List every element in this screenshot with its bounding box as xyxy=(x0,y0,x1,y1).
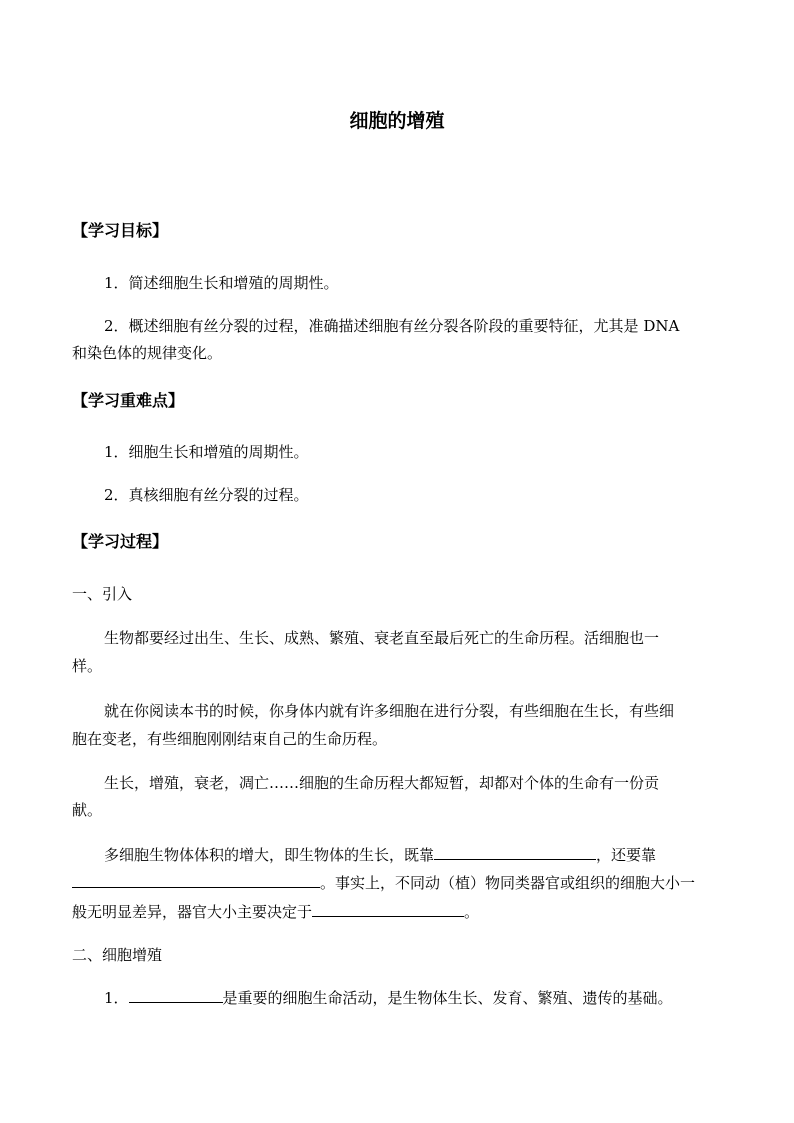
paragraph-2-line-2: 胞在变老，有些细胞刚刚结束自己的生命历程。 xyxy=(72,730,388,748)
fill-blank-3[interactable] xyxy=(312,902,464,917)
goal-2-line-2: 和染色体的规律变化。 xyxy=(72,344,223,362)
paragraph-3-line-2: 献。 xyxy=(72,801,103,819)
question-1-text: 是重要的细胞生命活动，是生物体生长、发育、繁殖、遗传的基础。 xyxy=(222,989,673,1007)
paragraph-2-line-1: 就在你阅读本书的时候，你身体内就有许多细胞在进行分裂，有些细胞在生长，有些细 xyxy=(104,702,675,720)
part-1-heading: 一、引入 xyxy=(72,585,133,603)
document-title: 细胞的增殖 xyxy=(349,110,445,132)
paragraph-3-line-1: 生长，增殖，衰老，凋亡……细胞的生命历程大都短暂，却都对个体的生命有一份贡 xyxy=(104,774,660,792)
paragraph-4-text-5: 。 xyxy=(464,903,480,921)
paragraph-4-text-3: 。事实上，不同动（植）物同类器官或组织的细胞大小一 xyxy=(320,874,696,892)
goal-2-line-1: 2．概述细胞有丝分裂的过程，准确描述细胞有丝分裂各阶段的重要特征，尤其是 DNA xyxy=(104,317,680,335)
paragraph-1-line-1: 生物都要经过出生、生长、成熟、繁殖、衰老直至最后死亡的生命历程。活细胞也一 xyxy=(104,629,660,647)
paragraph-4-line-2 xyxy=(72,873,695,893)
paragraph-4-text-2: ，还要靠 xyxy=(596,846,657,864)
paragraph-4-text-4: 般无明显差异，器官大小主要决定于 xyxy=(72,903,313,921)
heading-key-points: 【学习重难点】 xyxy=(72,391,185,410)
question-1-number: 1． xyxy=(104,989,129,1007)
key-point-1: 1．细胞生长和增殖的周期性。 xyxy=(104,443,309,461)
paragraph-4-text-1: 多细胞生物体体积的增大，即生物体的生长，既靠 xyxy=(104,846,435,864)
key-point-2: 2．真核细胞有丝分裂的过程。 xyxy=(104,486,309,504)
heading-learning-goals: 【学习目标】 xyxy=(72,221,169,240)
fill-blank-2[interactable] xyxy=(72,873,320,888)
fill-blank-1[interactable] xyxy=(434,845,596,860)
part-2-heading: 二、细胞增殖 xyxy=(72,946,163,964)
fill-blank-4[interactable] xyxy=(129,988,223,1003)
paragraph-4-line-3 xyxy=(72,902,479,922)
paragraph-4-line-1 xyxy=(104,845,656,865)
paragraph-1-line-2: 样。 xyxy=(72,657,103,675)
goal-1: 1．简述细胞生长和增殖的周期性。 xyxy=(104,274,339,292)
heading-learning-process: 【学习过程】 xyxy=(72,532,169,551)
question-1 xyxy=(104,988,673,1008)
